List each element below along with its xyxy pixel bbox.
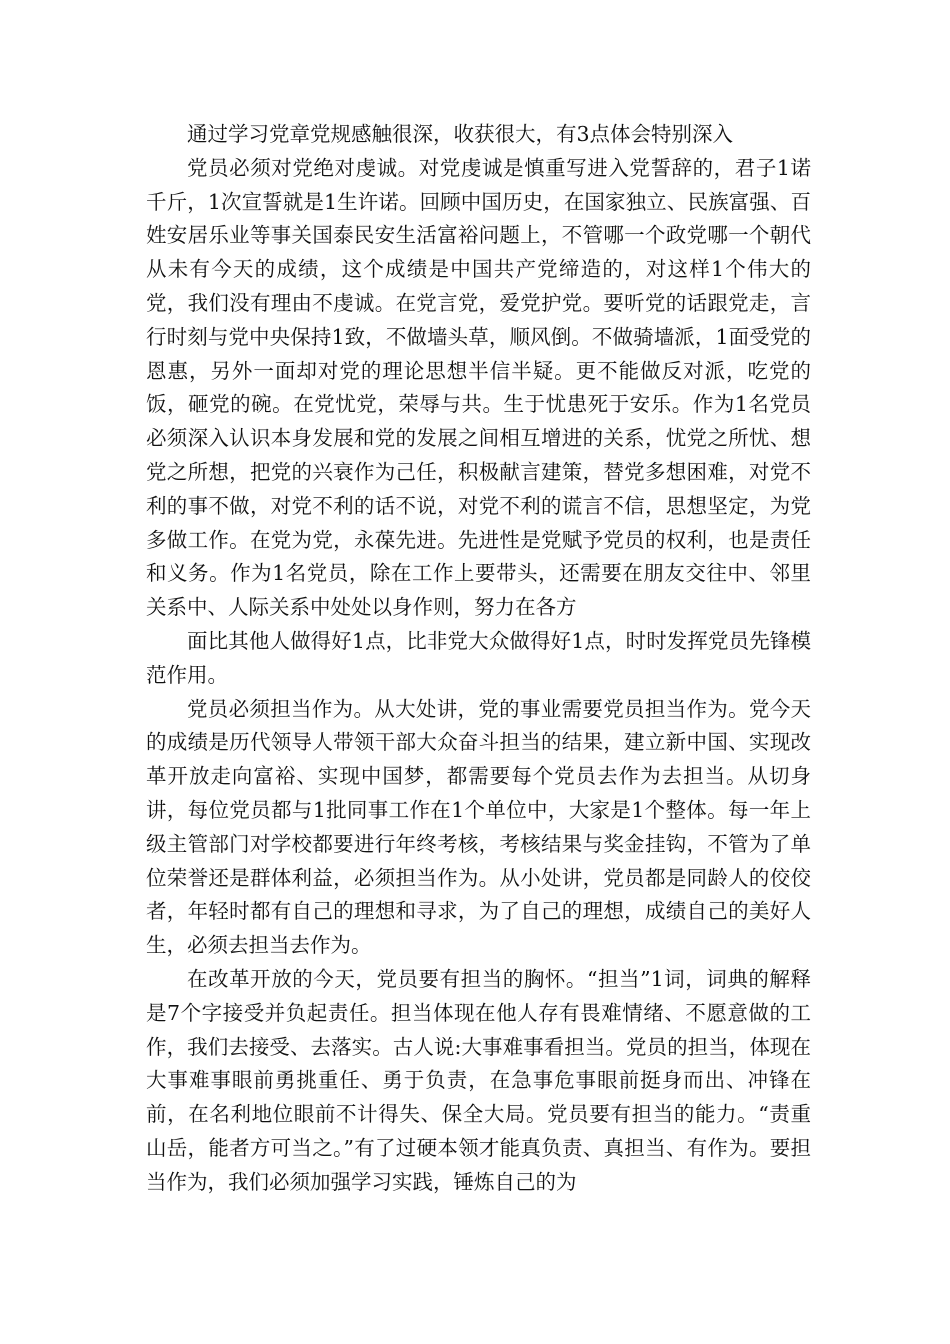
document-body <box>146 118 811 1200</box>
paragraph-loyalty: 党员必须对党绝对虔诚。对党虔诚是慎重写进入党誓辞的，君子1诺千斤，1次宣誓就是1生许诺。回顾中国历史，在国家独立、民族富强、百姓安居乐业等事关国泰民安生活富裕问题上，不管哪一个政党哪一个朝代从未有今天的成绩，这个成绩是中国共产党缔造的，对这样1个伟大的党，我们没有理由不虔诚。在党言党，爱党护党。要听党的话跟党走，言行时刻与党中央保持1致，不做墙头草，顺风倒。不做骑墙派，1面受党的恩惠，另外一面却对党的理论思想半信半疑。更不能做反对派，吃党的饭，砸党的碗。在党忧党，荣辱与共。生于忧患死于安乐。作为1名党员必须深入认识本身发展和党的发展之间相互增进的关系，忧党之所忧、想党之所想，把党的兴衰作为己任，积极献言建策，替党多想困难，对党不利的事不做，对党不利的话不说，对党不利的谎言不信，思想坚定，为党多做工作。在党为党，永葆先进。先进性是党赋予党员的权利，也是责任和义务。作为1名党员，除在工作上要带头，还需要在朋友交往中、邻里关系中、人际关系中处处以身作则，努力在各方 <box>146 155 811 620</box>
paragraph-responsibility: 党员必须担当作为。从大处讲，党的事业需要党员担当作为。党今天的成绩是历代领导人带领干部大众奋斗担当的结果，建立新中国、实现改革开放走向富裕、实现中国梦，都需要每个党员去作为去担当。从切身讲，每位党员都与1批同事工作在1个单位中，大家是1个整体。每一年上级主管部门对学校都要进行年终考核，考核结果与奖金挂钩，不管为了单位荣誉还是群体利益，必须担当作为。从小处讲，党员都是同龄人的佼佼者，年轻时都有自己的理想和寻求，为了自己的理想，成绩自己的美好人生，必须去担当去作为。 <box>146 696 811 958</box>
paragraph-intro: 通过学习党章党规感触很深，收获很大，有3点体会特别深入 <box>187 122 734 146</box>
paragraph-reform: 在改革开放的今天，党员要有担当的胸怀。“担当”1词，词典的解释是7个字接受并负起责任。担当体现在他人存有畏难情绪、不愿意做的工作，我们去接受、去落实。古人说:大事难事看担当。党员的担当，体现在大事难事眼前勇挑重任、勇于负责，在急事危事眼前挺身而出、冲锋在前，在名利地位眼前不计得失、保全大局。党员要有担当的能力。“责重山岳，能者方可当之。”有了过硬本领才能真负责、真担当、有作为。要担当作为，我们必须加强学习实践，锤炼自己的为 <box>146 966 811 1194</box>
paragraph-continuation: 面比其他人做得好1点，比非党大众做得好1点，时时发挥党员先锋模范作用。 <box>146 628 811 687</box>
